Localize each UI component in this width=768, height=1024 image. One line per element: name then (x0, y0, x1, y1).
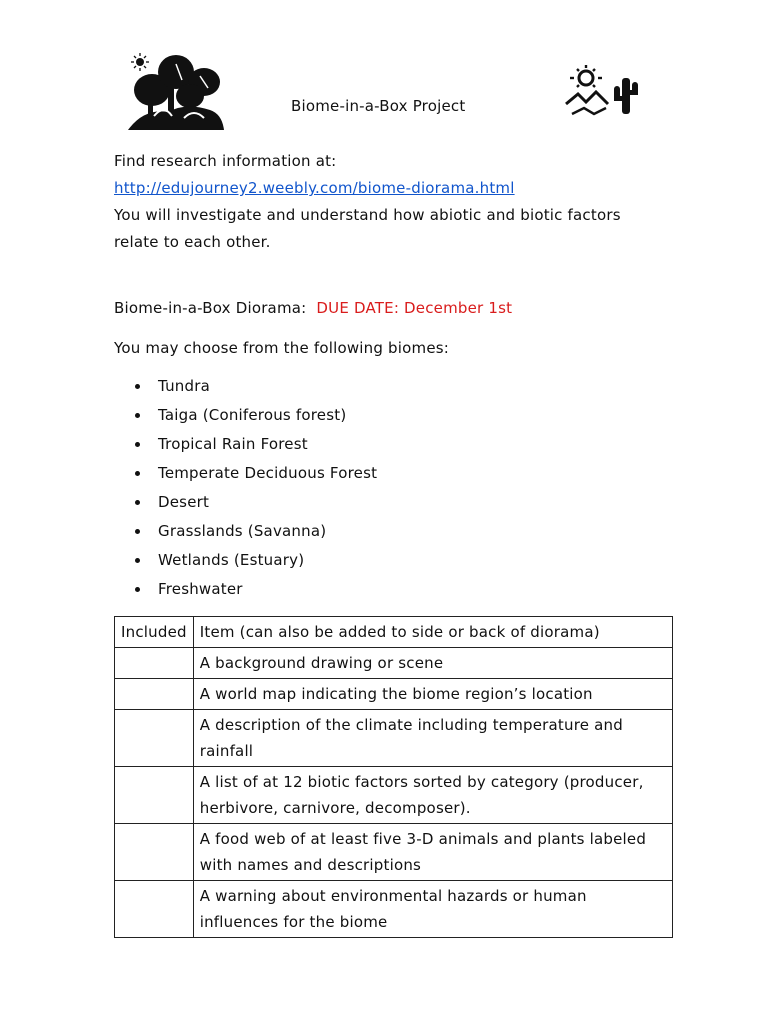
list-item: Wetlands (Estuary) (114, 546, 377, 575)
investigate-line-1: You will investigate and understand how abiotic and biotic factors (114, 206, 621, 224)
item-cell: A world map indicating the biome region’s location (193, 679, 672, 710)
table-header-row (115, 617, 673, 648)
sun-desert-icon (564, 64, 640, 116)
table-row (115, 710, 673, 767)
item-cell: A warning about environmental hazards or human influences for the biome (193, 881, 672, 938)
included-cell[interactable] (115, 710, 194, 767)
header-item: Item (can also be added to side or back of diorama) (193, 617, 672, 648)
included-cell[interactable] (115, 881, 194, 938)
biomes-prompt: You may choose from the following biomes: (114, 339, 450, 357)
list-item: Freshwater (114, 575, 377, 604)
item-cell: A list of at 12 biotic factors sorted by category (producer, herbivore, carnivore, decomposer). (193, 767, 672, 824)
research-link[interactable]: http://edujourney2.weebly.com/biome-diorama.html (114, 179, 515, 197)
item-cell: A background drawing or scene (193, 648, 672, 679)
table-row (115, 648, 673, 679)
list-item: Taiga (Coniferous forest) (114, 401, 377, 430)
header-included: Included (115, 617, 194, 648)
table-row (115, 679, 673, 710)
list-item: Desert (114, 488, 377, 517)
table-row (115, 767, 673, 824)
tree-landscape-icon (124, 52, 226, 132)
due-date: DUE DATE: December 1st (316, 299, 513, 317)
diorama-label: Biome-in-a-Box Diorama: (114, 299, 307, 317)
table-row (115, 881, 673, 938)
included-cell[interactable] (115, 679, 194, 710)
included-cell[interactable] (115, 648, 194, 679)
investigate-line-2: relate to each other. (114, 233, 271, 251)
list-item: Grasslands (Savanna) (114, 517, 377, 546)
biome-list (114, 372, 377, 604)
included-cell[interactable] (115, 767, 194, 824)
table-row (115, 824, 673, 881)
page-title: Biome-in-a-Box Project (291, 97, 466, 115)
checklist-table (114, 616, 673, 938)
item-cell: A food web of at least five 3-D animals and plants labeled with names and descriptions (193, 824, 672, 881)
item-cell: A description of the climate including temperature and rainfall (193, 710, 672, 767)
included-cell[interactable] (115, 824, 194, 881)
list-item: Tropical Rain Forest (114, 430, 377, 459)
research-line: Find research information at: (114, 152, 337, 170)
list-item: Tundra (114, 372, 377, 401)
list-item: Temperate Deciduous Forest (114, 459, 377, 488)
diorama-line (114, 299, 512, 317)
